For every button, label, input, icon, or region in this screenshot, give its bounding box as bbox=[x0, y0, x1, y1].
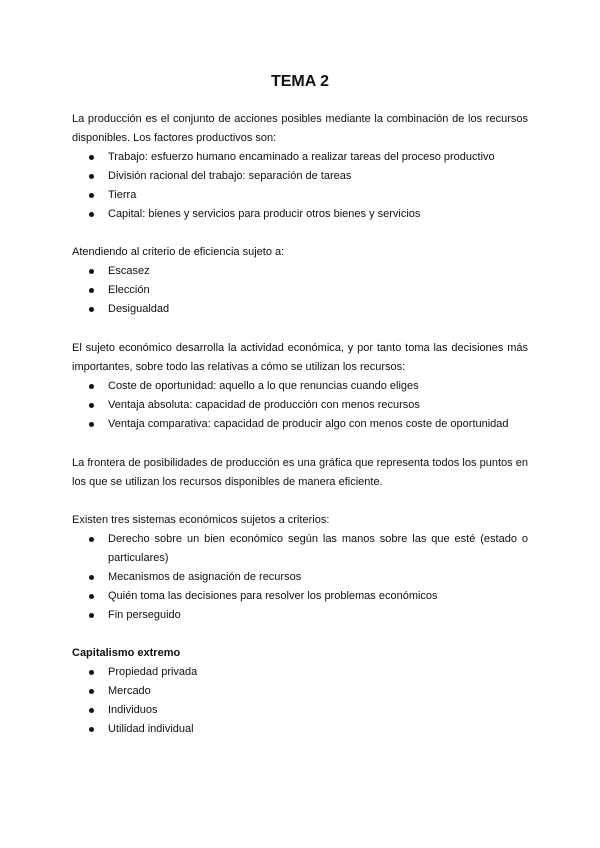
list-item: Mecanismos de asignación de recursos bbox=[72, 568, 528, 587]
bullet-icon bbox=[89, 689, 94, 694]
list-item: Elección bbox=[72, 281, 528, 300]
list-item: Utilidad individual bbox=[72, 720, 528, 739]
bullet-icon bbox=[89, 174, 94, 179]
list-item: Desigualdad bbox=[72, 300, 528, 319]
production-paragraph: La producción es el conjunto de acciones posibles mediante la combinación de los recursos disponibles. Los factores productivos son: bbox=[72, 113, 528, 144]
bullet-icon bbox=[89, 670, 94, 675]
bullet-icon bbox=[89, 403, 94, 408]
bullet-icon bbox=[89, 288, 94, 293]
list-item: Ventaja comparativa: capacidad de producir algo con menos coste de oportunidad bbox=[72, 415, 528, 434]
document-title: TEMA 2 bbox=[270, 73, 330, 90]
bullet-icon bbox=[89, 537, 94, 542]
list-item: Escasez bbox=[72, 262, 528, 281]
economic-systems-criteria-list bbox=[72, 530, 528, 625]
bullet-icon bbox=[89, 422, 94, 427]
economic-systems-paragraph: Existen tres sistemas económicos sujetos a criterios: bbox=[72, 514, 330, 526]
efficiency-list bbox=[72, 262, 528, 319]
list-item: Propiedad privada bbox=[72, 663, 528, 682]
economic-subject-paragraph: El sujeto económico desarrolla la actividad económica, y por tanto toma las decisiones más importantes, sobre todo las relativas a cómo se utilizan los recursos: bbox=[72, 342, 528, 373]
list-item: Fin perseguido bbox=[72, 606, 528, 625]
list-item: División racional del trabajo: separación de tareas bbox=[72, 167, 528, 186]
list-item: Coste de oportunidad: aquello a lo que renuncias cuando eliges bbox=[72, 377, 528, 396]
bullet-icon bbox=[89, 384, 94, 389]
list-item: Individuos bbox=[72, 701, 528, 720]
bullet-icon bbox=[89, 269, 94, 274]
list-item: Derecho sobre un bien económico según las manos sobre las que esté (estado o particulares) bbox=[72, 530, 528, 568]
production-factors-list bbox=[72, 148, 528, 224]
list-item: Tierra bbox=[72, 186, 528, 205]
bullet-icon bbox=[89, 155, 94, 160]
efficiency-paragraph: Atendiendo al criterio de eficiencia sujeto a: bbox=[72, 246, 285, 258]
bullet-icon bbox=[89, 193, 94, 198]
bullet-icon bbox=[89, 708, 94, 713]
bullet-icon bbox=[89, 613, 94, 618]
bullet-icon bbox=[89, 575, 94, 580]
resource-use-list bbox=[72, 377, 528, 434]
bullet-icon bbox=[89, 212, 94, 217]
capitalism-heading: Capitalismo extremo bbox=[72, 647, 181, 659]
bullet-icon bbox=[89, 307, 94, 312]
list-item: Ventaja absoluta: capacidad de producción con menos recursos bbox=[72, 396, 528, 415]
list-item: Trabajo: esfuerzo humano encaminado a realizar tareas del proceso productivo bbox=[72, 148, 528, 167]
bullet-icon bbox=[89, 594, 94, 599]
list-item: Quién toma las decisiones para resolver los problemas económicos bbox=[72, 587, 528, 606]
production-frontier-paragraph: La frontera de posibilidades de producción es una gráfica que representa todos los puntos en los que se utilizan los recursos disponibles de manera eficiente. bbox=[72, 457, 528, 488]
list-item: Capital: bienes y servicios para producir otros bienes y servicios bbox=[72, 205, 528, 224]
list-item: Mercado bbox=[72, 682, 528, 701]
capitalism-list bbox=[72, 663, 528, 739]
bullet-icon bbox=[89, 727, 94, 732]
